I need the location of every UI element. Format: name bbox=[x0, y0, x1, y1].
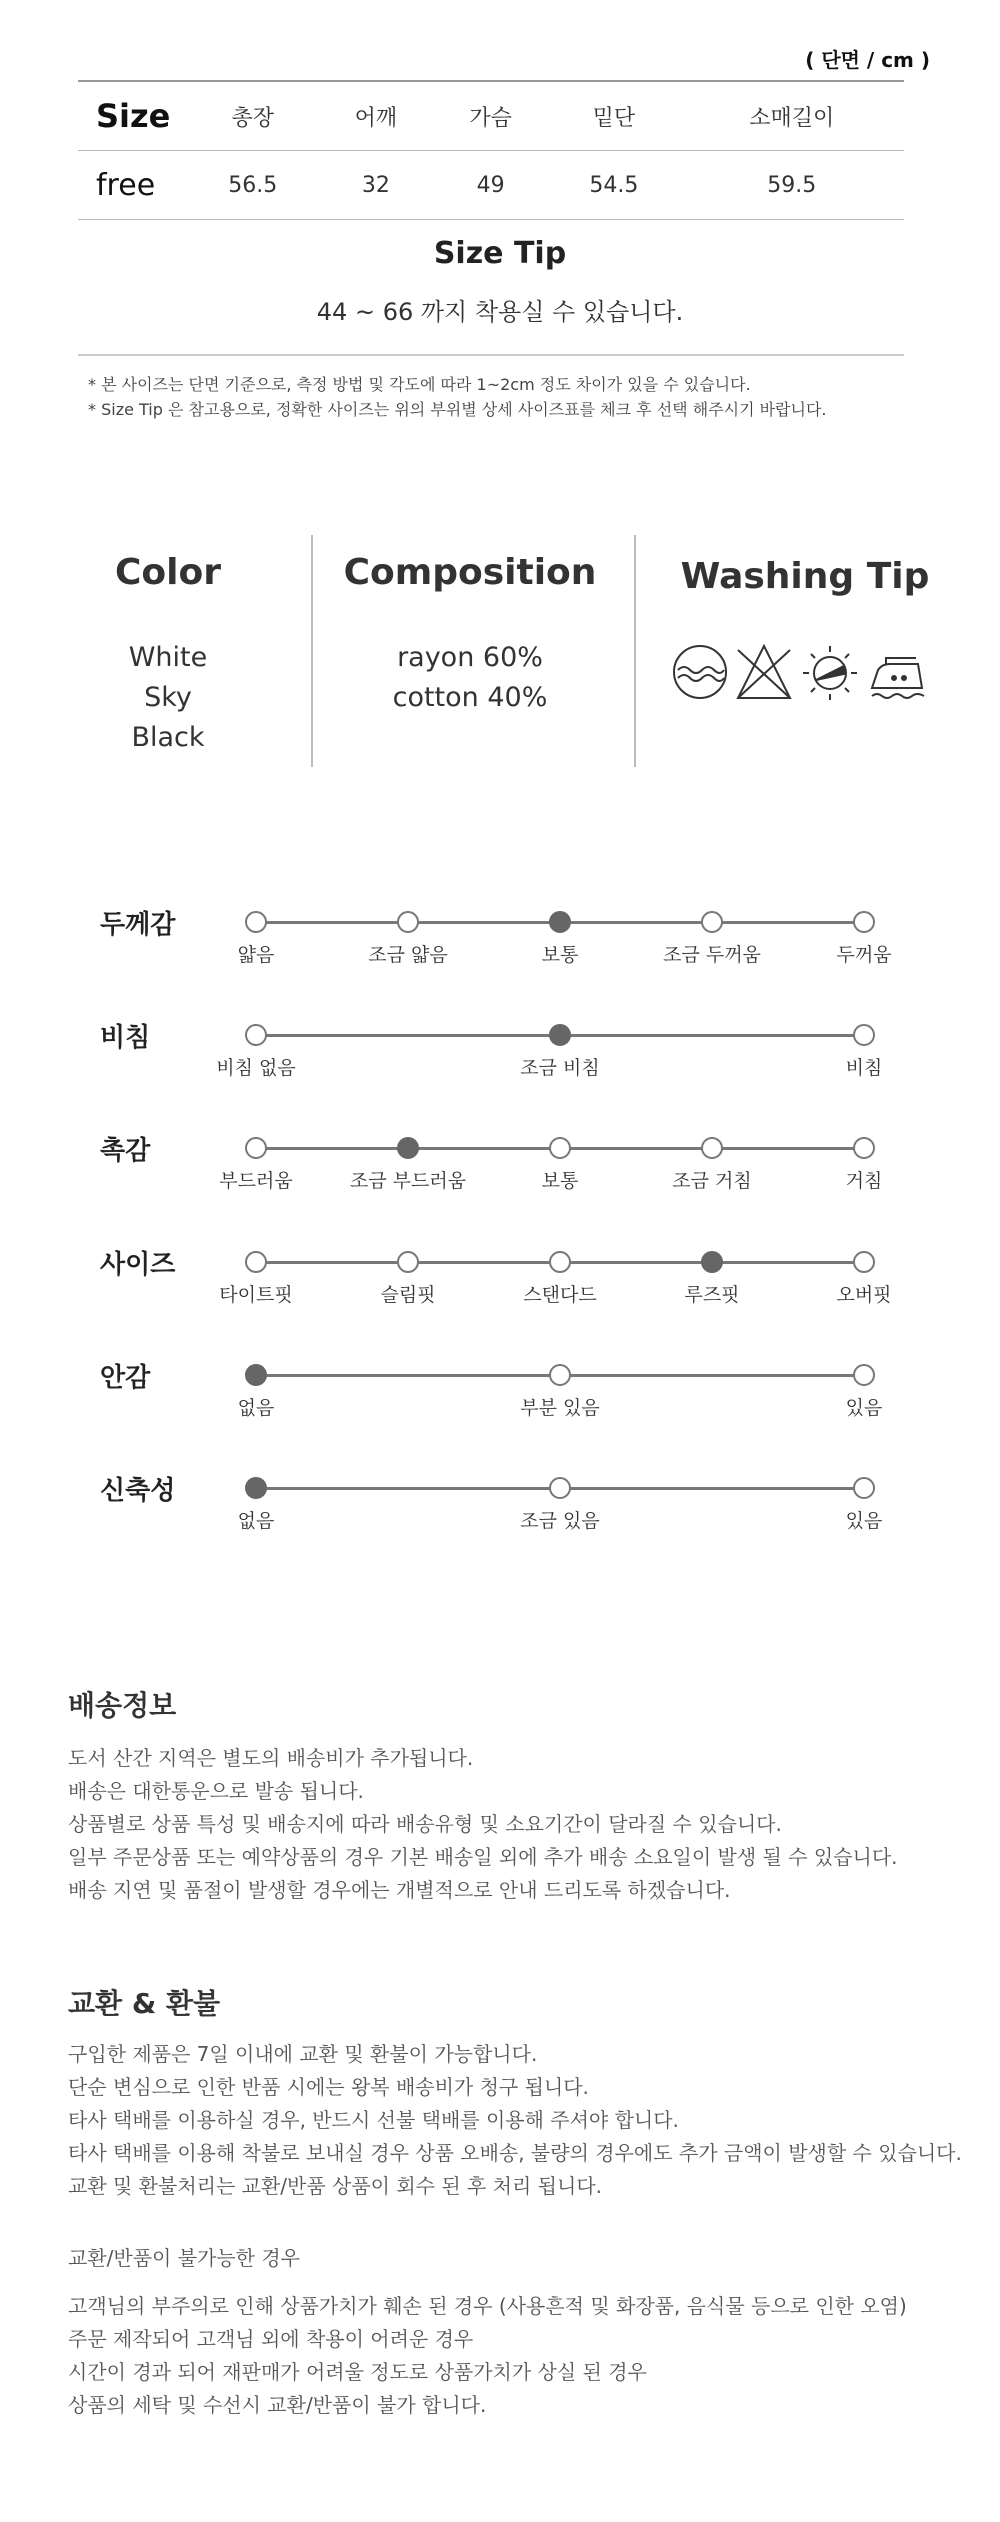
size-table-header bbox=[78, 81, 904, 151]
fit-dot bbox=[245, 1024, 267, 1046]
fit-dot bbox=[245, 1137, 267, 1159]
hand-wash-icon bbox=[674, 646, 726, 698]
fit-option-label: 비침 bbox=[845, 1057, 883, 1079]
header-cell: 소매길이 bbox=[680, 81, 904, 151]
exchange-sub-line: 상품의 세탁 및 수선시 교환/반품이 불가 합니다. bbox=[68, 2393, 487, 2417]
fit-dot bbox=[701, 911, 723, 933]
color-list bbox=[68, 638, 268, 758]
header-cell: 가슴 bbox=[433, 81, 548, 151]
fit-dot-selected bbox=[701, 1251, 723, 1273]
fit-option-label: 있음 bbox=[845, 1510, 883, 1532]
fit-option-label: 부드러움 bbox=[219, 1170, 293, 1192]
composition-item: cotton 40% bbox=[392, 682, 548, 713]
exchange-title: 교환 & 환불 bbox=[68, 1987, 221, 2020]
shipping-title: 배송정보 bbox=[68, 1689, 177, 1722]
unit-label: ( 단면 / cm ) bbox=[805, 48, 930, 72]
header-cell: 총장 bbox=[187, 81, 318, 151]
fit-dot bbox=[397, 1251, 419, 1273]
fit-option-label: 조금 두꺼움 bbox=[663, 944, 761, 966]
composition-title: Composition bbox=[343, 552, 597, 593]
exchange-subtitle: 교환/반품이 불가능한 경우 bbox=[68, 2246, 300, 2270]
header-cell: 어깨 bbox=[318, 81, 433, 151]
color-item: Sky bbox=[144, 682, 192, 713]
fit-dot bbox=[853, 1137, 875, 1159]
fit-dot bbox=[245, 1251, 267, 1273]
fit-label: 두께감 bbox=[100, 910, 176, 940]
shipping-line: 도서 산간 지역은 별도의 배송비가 추가됩니다. bbox=[68, 1746, 474, 1770]
fit-label: 사이즈 bbox=[100, 1250, 176, 1280]
value-cell: 59.5 bbox=[680, 151, 904, 220]
fit-option-label: 보통 bbox=[541, 1170, 579, 1192]
fit-dot bbox=[245, 911, 267, 933]
fit-dot bbox=[549, 1137, 571, 1159]
value-cell: 56.5 bbox=[187, 151, 318, 220]
exchange-line: 타사 택배를 이용해 착불로 보내실 경우 상품 오배송, 불량의 경우에도 추가 금액이 발생할 수 있습니다. bbox=[68, 2141, 962, 2165]
fit-dot bbox=[549, 1364, 571, 1386]
fit-dot-selected bbox=[549, 1024, 571, 1046]
washing-icons bbox=[672, 640, 942, 704]
value-cell: 49 bbox=[433, 151, 548, 220]
exchange-sub-line: 시간이 경과 되어 재판매가 어려울 정도로 상품가치가 상실 된 경우 bbox=[68, 2360, 647, 2384]
exchange-line: 교환 및 환불처리는 교환/반품 상품이 회수 된 후 처리 됩니다. bbox=[68, 2174, 602, 2198]
divider bbox=[634, 535, 636, 767]
no-bleach-icon bbox=[738, 646, 790, 698]
fit-option-label: 조금 있음 bbox=[520, 1510, 600, 1532]
exchange-line: 구입한 제품은 7일 이내에 교환 및 환불이 가능합니다. bbox=[68, 2042, 538, 2066]
size-note: * 본 사이즈는 단면 기준으로, 측정 방법 및 각도에 따라 1~2cm 정도 차이가 있을 수 있습니다. bbox=[88, 375, 751, 394]
fit-option-label: 없음 bbox=[237, 1397, 275, 1419]
fit-option-label: 슬림핏 bbox=[380, 1284, 436, 1306]
fit-dot-selected bbox=[245, 1364, 267, 1386]
fit-dot bbox=[853, 1477, 875, 1499]
size-cell: free bbox=[78, 151, 187, 220]
header-cell: 밑단 bbox=[548, 81, 679, 151]
value-cell: 32 bbox=[318, 151, 433, 220]
fit-dot bbox=[853, 1024, 875, 1046]
divider bbox=[78, 354, 904, 356]
no-sun-dry-icon bbox=[803, 646, 857, 700]
shipping-line: 일부 주문상품 또는 예약상품의 경우 기본 배송일 외에 추가 배송 소요일이 발생 될 수 있습니다. bbox=[68, 1845, 898, 1869]
fit-option-label: 보통 bbox=[541, 944, 579, 966]
fit-option-label: 없음 bbox=[237, 1510, 275, 1532]
fit-dot bbox=[853, 1251, 875, 1273]
fit-label: 신축성 bbox=[100, 1476, 176, 1506]
table-row bbox=[78, 151, 904, 220]
shipping-line: 배송은 대한통운으로 발송 됩니다. bbox=[68, 1779, 364, 1803]
fit-option-label: 있음 bbox=[845, 1397, 883, 1419]
exchange-line: 단순 변심으로 인한 반품 시에는 왕복 배송비가 청구 됩니다. bbox=[68, 2075, 589, 2099]
value-cell: 54.5 bbox=[548, 151, 679, 220]
fit-dot bbox=[853, 1364, 875, 1386]
fit-label: 안감 bbox=[100, 1363, 151, 1393]
fit-dot bbox=[853, 911, 875, 933]
fit-dot-selected bbox=[245, 1477, 267, 1499]
exchange-sub-line: 고객님의 부주의로 인해 상품가치가 훼손 된 경우 (사용흔적 및 화장품, 음식물 등으로 인한 오염) bbox=[68, 2294, 907, 2318]
fit-option-label: 비침 없음 bbox=[216, 1057, 296, 1079]
fit-dot bbox=[397, 911, 419, 933]
shipping-line: 상품별로 상품 특성 및 배송지에 따라 배송유형 및 소요기간이 달라질 수 있습니다. bbox=[68, 1812, 782, 1836]
fit-option-label: 타이트핏 bbox=[219, 1284, 293, 1306]
composition-list bbox=[340, 638, 600, 718]
size-note: * Size Tip 은 참고용으로, 정확한 사이즈는 위의 부위별 상세 사이즈표를 체크 후 선택 해주시기 바랍니다. bbox=[88, 400, 827, 419]
low-iron-icon bbox=[872, 658, 924, 698]
size-table bbox=[78, 80, 904, 220]
fit-dot-selected bbox=[549, 911, 571, 933]
color-item: Black bbox=[131, 722, 205, 753]
fit-dot-selected bbox=[397, 1137, 419, 1159]
color-title: Color bbox=[115, 552, 221, 593]
fit-label: 촉감 bbox=[100, 1136, 151, 1166]
fit-option-label: 얇음 bbox=[237, 944, 275, 966]
fit-label: 비침 bbox=[100, 1023, 151, 1053]
shipping-line: 배송 지연 및 품절이 발생할 경우에는 개별적으로 안내 드리도록 하겠습니다. bbox=[68, 1878, 731, 1902]
color-item: White bbox=[128, 642, 208, 673]
size-tip-text: 44 ~ 66 까지 착용실 수 있습니다. bbox=[316, 298, 684, 326]
exchange-line: 타사 택배를 이용하실 경우, 반드시 선불 택배를 이용해 주셔야 합니다. bbox=[68, 2108, 679, 2132]
exchange-sub-line: 주문 제작되어 고객님 외에 착용이 어려운 경우 bbox=[68, 2327, 474, 2351]
fit-option-label: 조금 비침 bbox=[520, 1057, 600, 1079]
fit-dot bbox=[549, 1251, 571, 1273]
fit-dot bbox=[701, 1137, 723, 1159]
fit-option-label: 부분 있음 bbox=[520, 1397, 600, 1419]
fit-option-label: 조금 얇음 bbox=[368, 944, 448, 966]
fit-option-label: 루즈핏 bbox=[684, 1284, 740, 1306]
fit-dot bbox=[549, 1477, 571, 1499]
washing-title: Washing Tip bbox=[680, 556, 930, 597]
header-cell: Size bbox=[78, 81, 187, 151]
fit-option-label: 조금 거침 bbox=[672, 1170, 752, 1192]
size-tip-title: Size Tip bbox=[433, 236, 567, 271]
fit-option-label: 거침 bbox=[845, 1170, 883, 1192]
composition-item: rayon 60% bbox=[397, 642, 543, 673]
fit-option-label: 조금 부드러움 bbox=[349, 1170, 467, 1192]
fit-option-label: 오버핏 bbox=[836, 1284, 892, 1306]
divider bbox=[311, 535, 313, 767]
fit-option-label: 두꺼움 bbox=[836, 944, 892, 966]
fit-option-label: 스탠다드 bbox=[523, 1284, 597, 1306]
